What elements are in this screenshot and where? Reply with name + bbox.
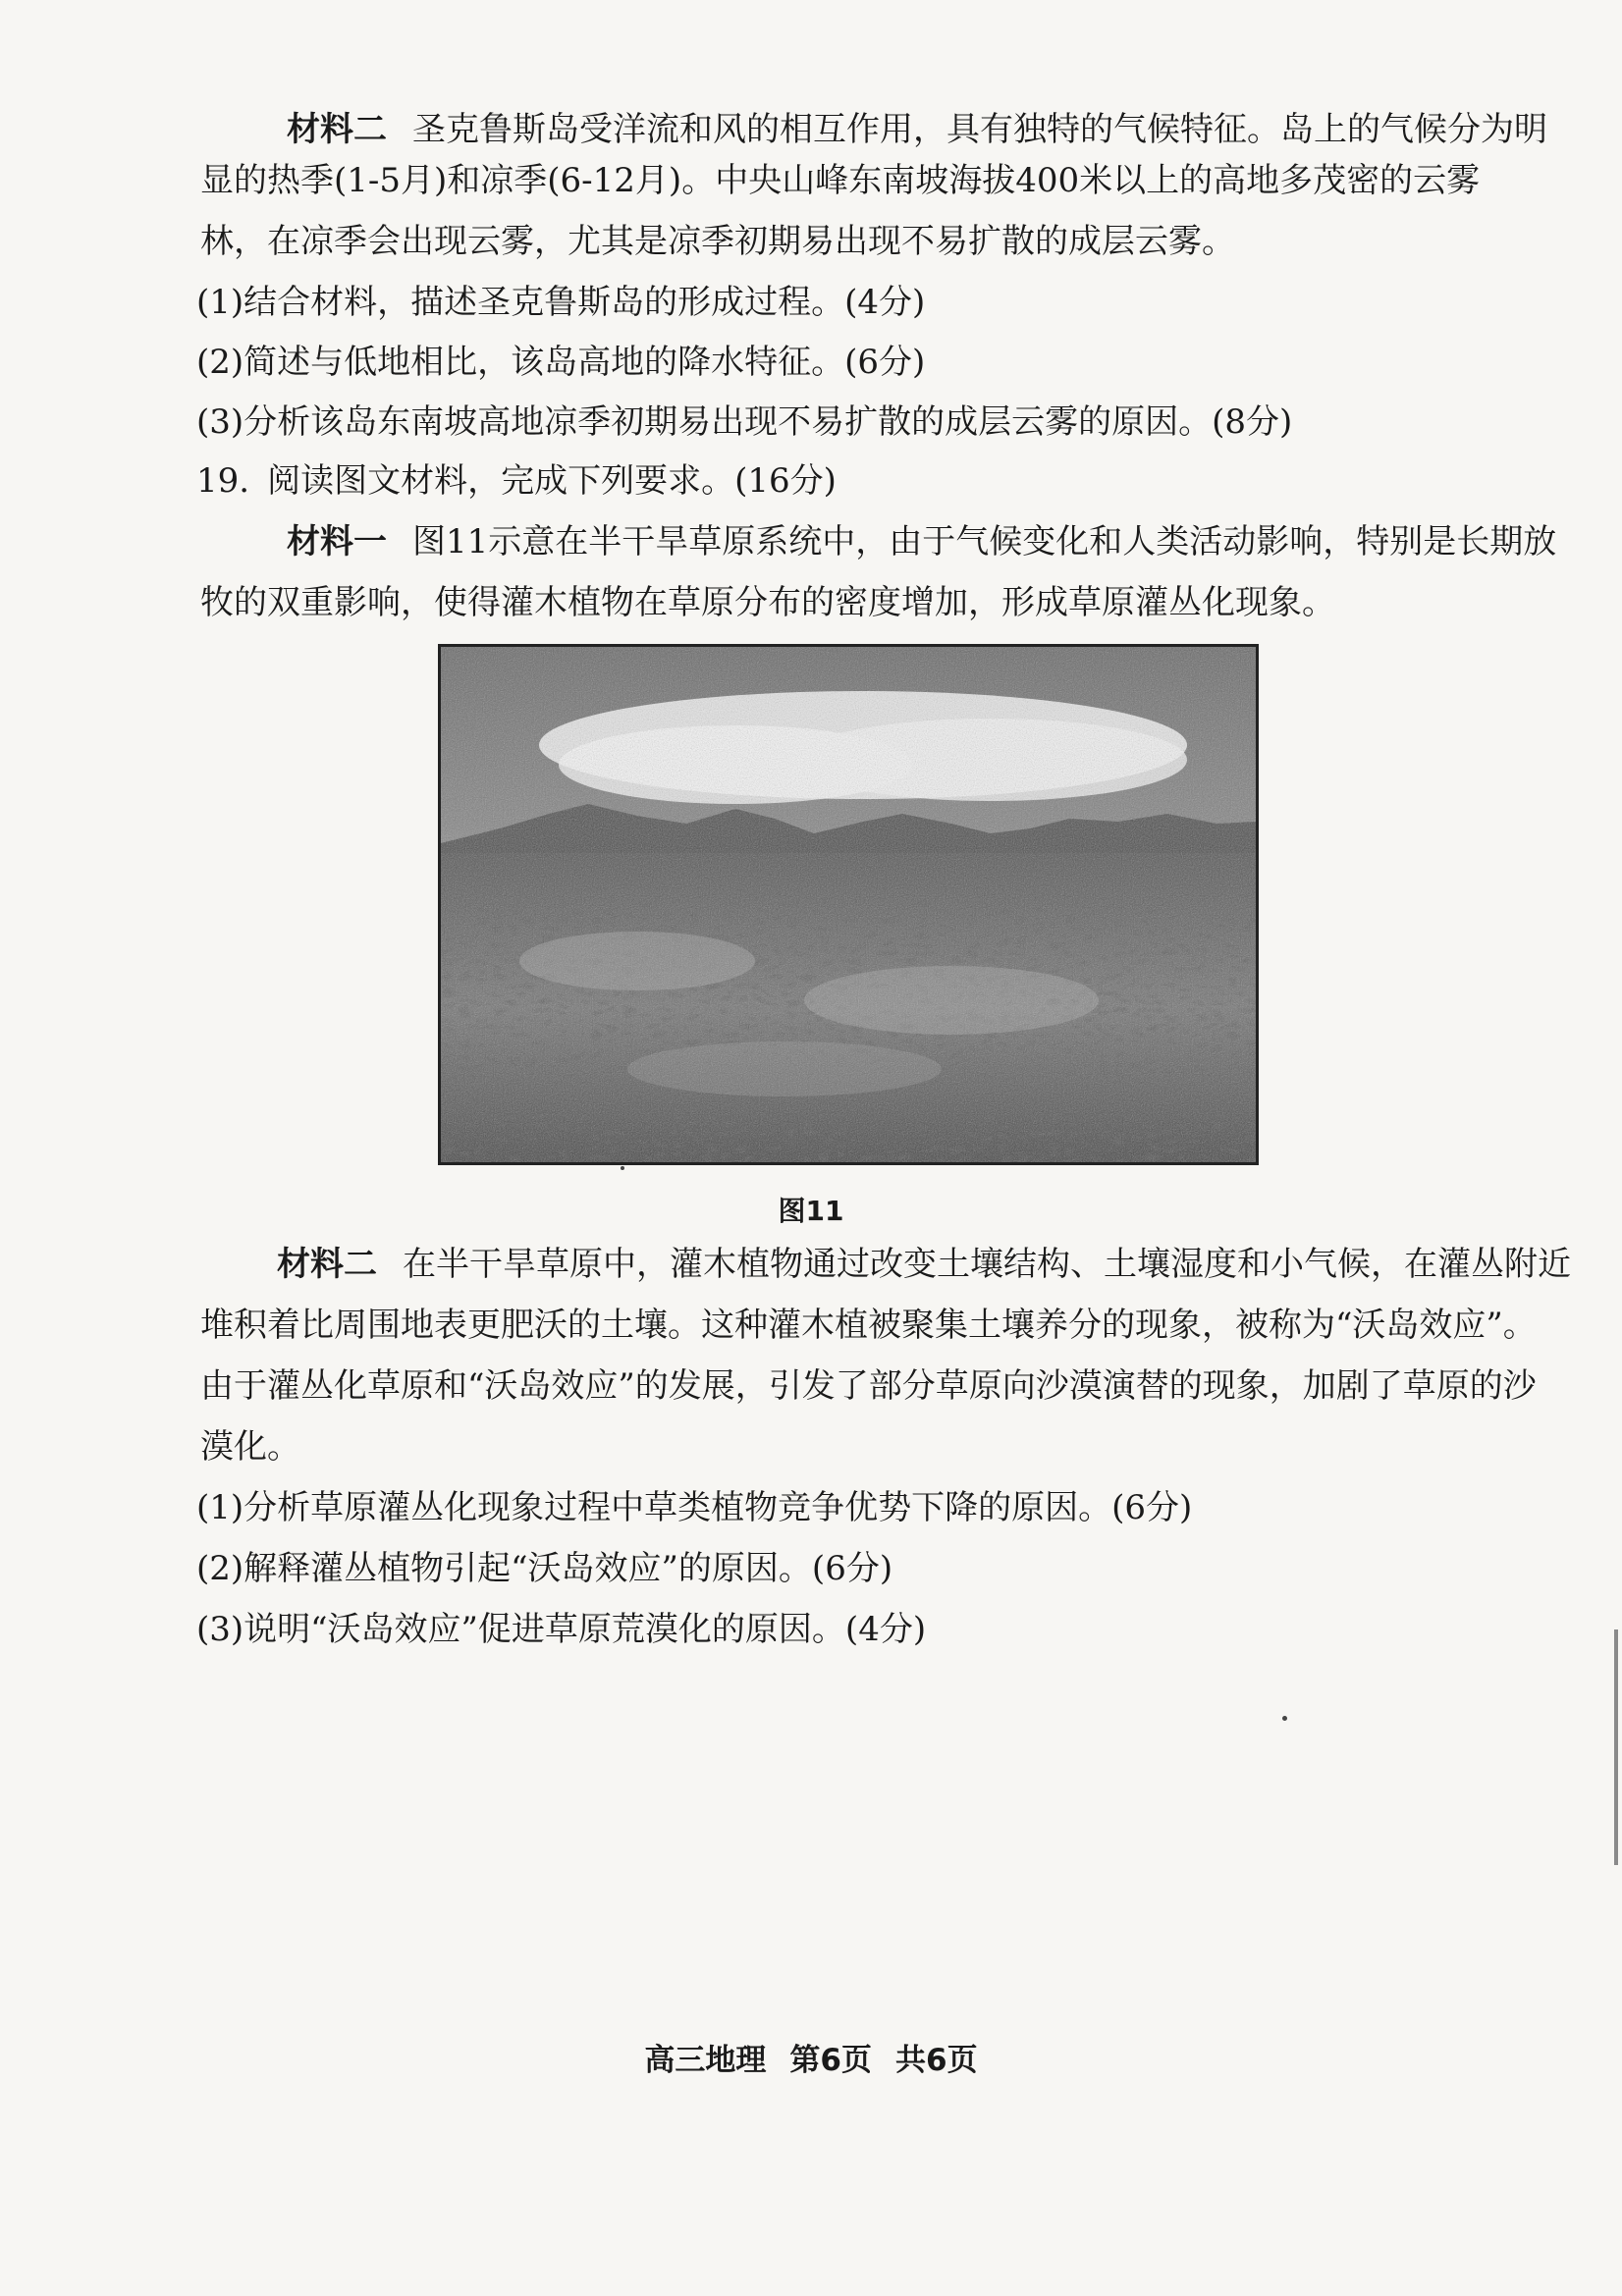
- material-2-line-2: 显的热季(1-5月)和凉季(6-12月)。中央山峰东南坡海拔400米以上的高地多茂密的云雾: [200, 161, 1481, 200]
- scan-edge-mark: [1614, 1629, 1618, 1865]
- material-1-label: 材料一: [287, 522, 387, 561]
- q18-part-1: (1)结合材料，描述圣克鲁斯岛的形成过程。(4分): [196, 283, 926, 322]
- q19-number: 19.: [196, 461, 250, 501]
- q18-part-3: (3)分析该岛东南坡高地凉季初期易出现不易扩散的成层云雾的原因。(8分): [196, 402, 1293, 442]
- footer-subject: 高三地理: [644, 2043, 767, 2078]
- material-2-line-3: 林，在凉季会出现云雾，尤其是凉季初期易出现不易扩散的成层云雾。: [200, 222, 1235, 261]
- scan-speck: [1282, 1716, 1287, 1721]
- q18-part-2: (2)简述与低地相比，该岛高地的降水特征。(6分): [196, 343, 926, 382]
- material-2b-line-3: 由于灌丛化草原和“沃岛效应”的发展，引发了部分草原向沙漠演替的现象，加剧了草原的沙: [200, 1366, 1537, 1406]
- footer-page-number: 第6页: [789, 2043, 872, 2078]
- q19-part-3: (3)说明“沃岛效应”促进草原荒漠化的原因。(4分): [196, 1610, 927, 1649]
- q19-prompt: 阅读图文材料，完成下列要求。(16分): [267, 461, 837, 501]
- material-2-line-1: 材料二 圣克鲁斯岛受洋流和风的相互作用，具有独特的气候特征。岛上的气候分为明: [287, 110, 1547, 149]
- figure-11-photo: [438, 644, 1259, 1165]
- footer-total-pages: 共6页: [895, 2043, 978, 2078]
- material-1-line-1: 材料一 图11示意在半干旱草原系统中，由于气候变化和人类活动影响，特别是长期放: [287, 522, 1557, 561]
- material-2b-line-2: 堆积着比周围地表更肥沃的土壤。这种灌木植被聚集土壤养分的现象，被称为“沃岛效应”。: [200, 1306, 1537, 1345]
- q19-part-2: (2)解释灌丛植物引起“沃岛效应”的原因。(6分): [196, 1549, 893, 1588]
- page-footer: [0, 2035, 1622, 2079]
- scan-speck: [621, 1166, 624, 1170]
- q19-part-1: (1)分析草原灌丛化现象过程中草类植物竞争优势下降的原因。(6分): [196, 1488, 1193, 1527]
- figure-11-caption: 图11: [778, 1195, 844, 1227]
- material-2b-line-1: 材料二 在半干旱草原中，灌木植物通过改变土壤结构、土壤湿度和小气候，在灌丛附近: [277, 1245, 1571, 1284]
- q19-heading: [196, 457, 837, 505]
- material-1-line-2: 牧的双重影响，使得灌木植物在草原分布的密度增加，形成草原灌丛化现象。: [200, 583, 1335, 622]
- grassland-landscape-image: [441, 647, 1256, 1162]
- material-2b-line-4: 漠化。: [200, 1427, 300, 1467]
- material-2-label: 材料二: [287, 110, 387, 149]
- material-2b-label: 材料二: [277, 1245, 377, 1284]
